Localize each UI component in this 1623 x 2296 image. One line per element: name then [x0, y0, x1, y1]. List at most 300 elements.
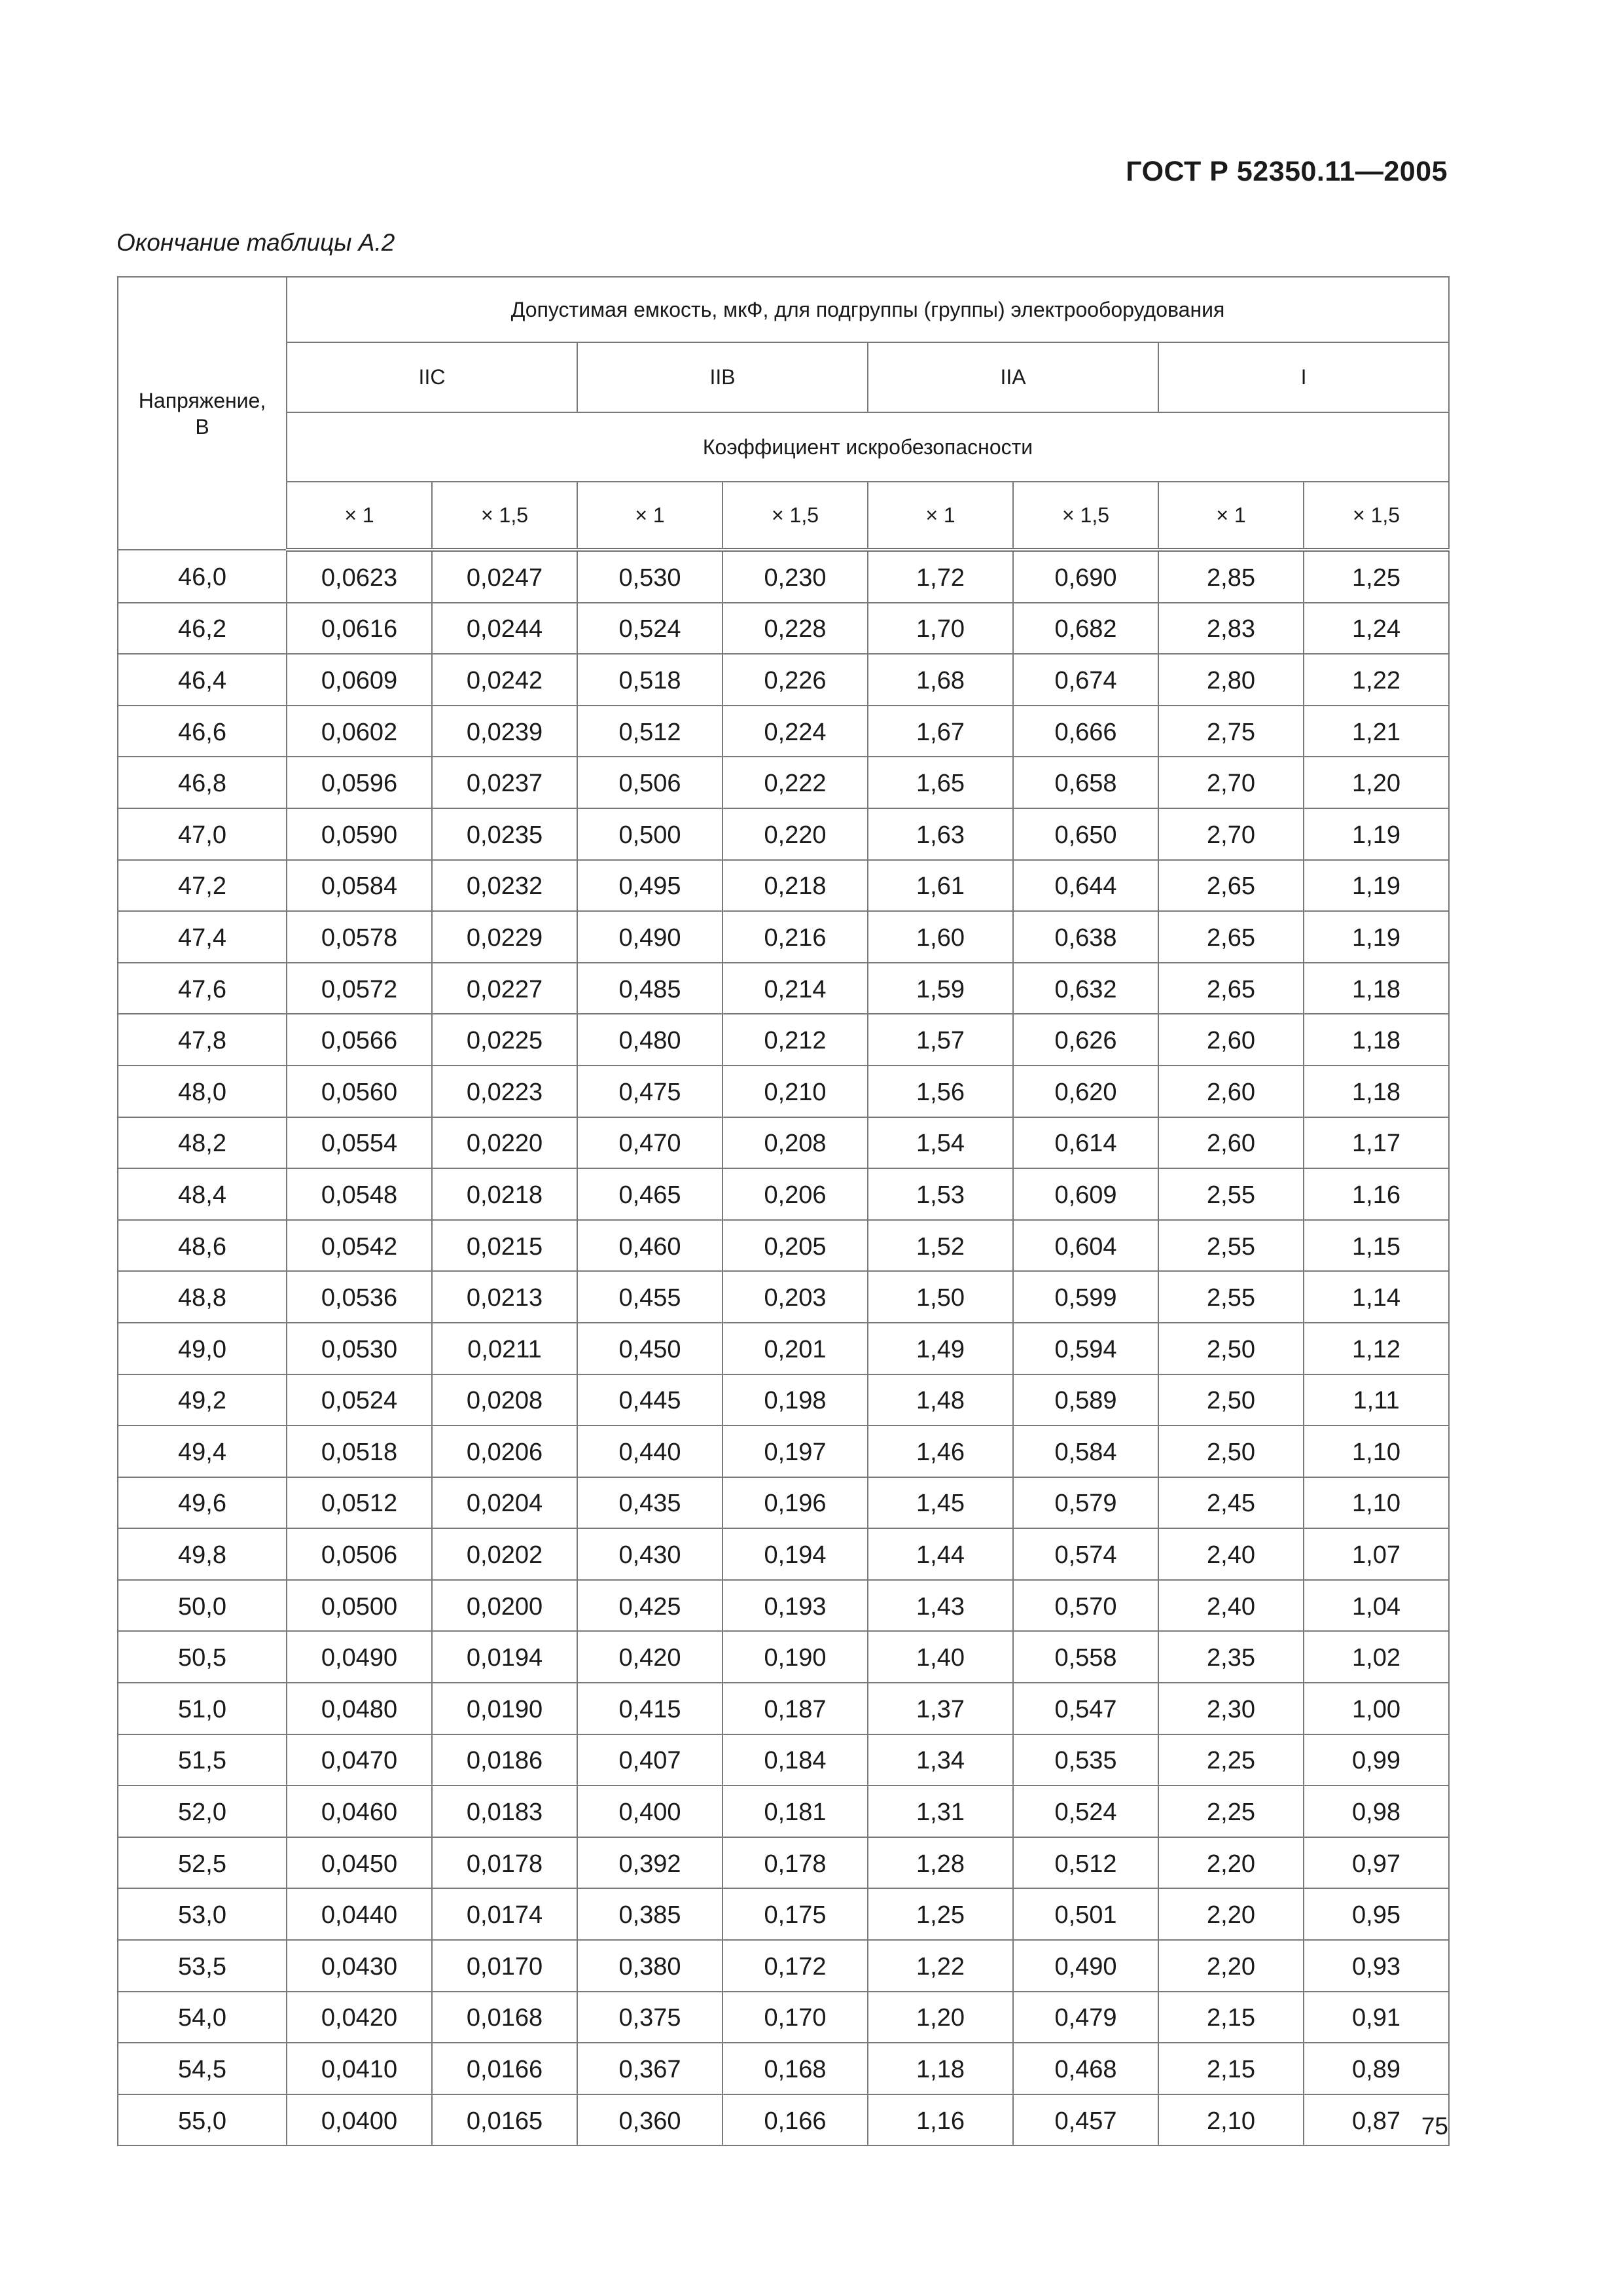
capacity-cell: 1,07	[1304, 1528, 1449, 1580]
capacity-cell: 0,512	[577, 706, 722, 757]
capacity-cell: 0,0166	[432, 2043, 577, 2094]
capacity-cell: 0,175	[722, 1888, 868, 1940]
capacity-cell: 0,0470	[287, 1734, 432, 1786]
capacity-cell: 0,465	[577, 1168, 722, 1220]
voltage-cell: 49,6	[118, 1477, 287, 1529]
capacity-cell: 1,60	[868, 911, 1013, 963]
capacity-cell: 0,690	[1013, 550, 1158, 603]
capacity-cell: 0,196	[722, 1477, 868, 1529]
capacity-cell: 0,485	[577, 963, 722, 1014]
capacity-cell: 0,170	[722, 1992, 868, 2043]
capacity-cell: 0,206	[722, 1168, 868, 1220]
table-row	[118, 1168, 1449, 1220]
capacity-cell: 0,197	[722, 1426, 868, 1477]
capacity-cell: 0,490	[1013, 1940, 1158, 1992]
capacity-cell: 1,44	[868, 1528, 1013, 1580]
capacity-cell: 0,0218	[432, 1168, 577, 1220]
capacity-cell: 0,89	[1304, 2043, 1449, 2094]
capacity-cell: 1,22	[868, 1940, 1013, 1992]
capacity-cell: 0,98	[1304, 1785, 1449, 1837]
factor-header: × 1	[287, 482, 432, 550]
capacity-header: Допустимая емкость, мкФ, для подгруппы (группы) электрооборудования	[287, 277, 1449, 342]
capacity-cell: 1,49	[868, 1323, 1013, 1374]
group-header-iia: IIA	[868, 342, 1158, 412]
table-header	[118, 277, 1449, 550]
table-row	[118, 1940, 1449, 1992]
capacity-cell: 2,60	[1158, 1014, 1304, 1066]
capacity-cell: 1,02	[1304, 1631, 1449, 1683]
table-row	[118, 808, 1449, 860]
capacity-cell: 1,20	[868, 1992, 1013, 2043]
capacity-cell: 0,0430	[287, 1940, 432, 1992]
capacity-cell: 2,65	[1158, 963, 1304, 1014]
voltage-cell: 53,5	[118, 1940, 287, 1992]
capacity-cell: 0,430	[577, 1528, 722, 1580]
voltage-cell: 46,0	[118, 550, 287, 603]
capacity-cell: 2,40	[1158, 1580, 1304, 1632]
table-body	[118, 550, 1449, 2145]
capacity-cell: 0,91	[1304, 1992, 1449, 2043]
table-row	[118, 706, 1449, 757]
capacity-cell: 0,0420	[287, 1992, 432, 2043]
capacity-cell: 0,0542	[287, 1220, 432, 1272]
voltage-cell: 53,0	[118, 1888, 287, 1940]
capacity-cell: 0,632	[1013, 963, 1158, 1014]
capacity-cell: 0,400	[577, 1785, 722, 1837]
capacity-cell: 1,48	[868, 1374, 1013, 1426]
voltage-cell: 48,4	[118, 1168, 287, 1220]
factor-header-row	[118, 482, 1449, 550]
voltage-cell: 47,4	[118, 911, 287, 963]
document-code: ГОСТ Р 52350.11—2005	[1126, 156, 1448, 187]
capacity-cell: 1,11	[1304, 1374, 1449, 1426]
capacity-cell: 0,0229	[432, 911, 577, 963]
capacity-cell: 2,25	[1158, 1734, 1304, 1786]
capacity-cell: 0,0232	[432, 860, 577, 912]
capacity-cell: 1,18	[868, 2043, 1013, 2094]
capacity-cell: 2,40	[1158, 1528, 1304, 1580]
capacity-cell: 0,460	[577, 1220, 722, 1272]
capacity-cell: 0,609	[1013, 1168, 1158, 1220]
capacity-cell: 0,0450	[287, 1837, 432, 1889]
capacity-cell: 0,0560	[287, 1066, 432, 1117]
capacity-cell: 0,203	[722, 1271, 868, 1323]
capacity-cell: 0,0206	[432, 1426, 577, 1477]
factor-header: × 1	[1158, 482, 1304, 550]
capacity-cell: 0,230	[722, 550, 868, 603]
capacity-cell: 2,50	[1158, 1426, 1304, 1477]
table-row	[118, 860, 1449, 912]
capacity-cell: 2,75	[1158, 706, 1304, 757]
capacity-cell: 0,95	[1304, 1888, 1449, 1940]
capacity-cell: 1,12	[1304, 1323, 1449, 1374]
capacity-cell: 0,0530	[287, 1323, 432, 1374]
capacity-cell: 0,0410	[287, 2043, 432, 2094]
voltage-cell: 48,6	[118, 1220, 287, 1272]
voltage-cell: 55,0	[118, 2094, 287, 2146]
capacity-cell: 0,0168	[432, 1992, 577, 2043]
capacity-cell: 0,99	[1304, 1734, 1449, 1786]
capacity-cell: 2,20	[1158, 1837, 1304, 1889]
capacity-cell: 0,87	[1304, 2094, 1449, 2146]
capacity-cell: 1,19	[1304, 860, 1449, 912]
capacity-cell: 0,501	[1013, 1888, 1158, 1940]
voltage-cell: 47,2	[118, 860, 287, 912]
table-row	[118, 1014, 1449, 1066]
capacity-cell: 2,15	[1158, 2043, 1304, 2094]
capacity-cell: 1,45	[868, 1477, 1013, 1529]
capacity-cell: 0,216	[722, 911, 868, 963]
capacity-cell: 0,193	[722, 1580, 868, 1632]
capacity-cell: 1,40	[868, 1631, 1013, 1683]
capacity-cell: 0,168	[722, 2043, 868, 2094]
capacity-cell: 1,28	[868, 1837, 1013, 1889]
voltage-cell: 52,5	[118, 1837, 287, 1889]
voltage-cell: 51,0	[118, 1683, 287, 1734]
capacity-cell: 0,0213	[432, 1271, 577, 1323]
capacity-cell: 2,83	[1158, 603, 1304, 655]
capacity-cell: 0,658	[1013, 757, 1158, 808]
capacity-cell: 2,70	[1158, 757, 1304, 808]
capacity-cell: 1,34	[868, 1734, 1013, 1786]
capacity-cell: 0,0584	[287, 860, 432, 912]
capacity-cell: 1,65	[868, 757, 1013, 808]
table-row	[118, 654, 1449, 706]
voltage-cell: 48,0	[118, 1066, 287, 1117]
capacity-cell: 0,570	[1013, 1580, 1158, 1632]
capacity-cell: 0,479	[1013, 1992, 1158, 2043]
page-number: 75	[1421, 2113, 1448, 2140]
capacity-cell: 1,53	[868, 1168, 1013, 1220]
capacity-cell: 0,166	[722, 2094, 868, 2146]
voltage-cell: 46,2	[118, 603, 287, 655]
capacity-cell: 0,620	[1013, 1066, 1158, 1117]
capacity-cell: 0,0602	[287, 706, 432, 757]
capacity-cell: 0,470	[577, 1117, 722, 1169]
voltage-cell: 52,0	[118, 1785, 287, 1837]
capacity-cell: 0,93	[1304, 1940, 1449, 1992]
capacity-cell: 0,0566	[287, 1014, 432, 1066]
voltage-cell: 47,6	[118, 963, 287, 1014]
capacity-cell: 2,20	[1158, 1888, 1304, 1940]
capacity-cell: 0,184	[722, 1734, 868, 1786]
group-header-iic: IIC	[287, 342, 577, 412]
capacity-cell: 0,375	[577, 1992, 722, 2043]
capacity-cell: 0,0590	[287, 808, 432, 860]
capacity-cell: 0,0242	[432, 654, 577, 706]
safety-factor-header: Коэффициент искробезопасности	[287, 412, 1449, 482]
capacity-cell: 2,10	[1158, 2094, 1304, 2146]
capacity-cell: 2,20	[1158, 1940, 1304, 1992]
capacity-cell: 0,626	[1013, 1014, 1158, 1066]
capacity-cell: 0,201	[722, 1323, 868, 1374]
capacity-cell: 1,19	[1304, 911, 1449, 963]
capacity-cell: 0,190	[722, 1631, 868, 1683]
capacity-cell: 1,22	[1304, 654, 1449, 706]
capacity-cell: 0,224	[722, 706, 868, 757]
capacity-cell: 1,52	[868, 1220, 1013, 1272]
capacity-cell: 0,547	[1013, 1683, 1158, 1734]
capacity-cell: 0,407	[577, 1734, 722, 1786]
capacity-cell: 0,0440	[287, 1888, 432, 1940]
capacity-cell: 0,0609	[287, 654, 432, 706]
capacity-cell: 0,0202	[432, 1528, 577, 1580]
capacity-cell: 0,0500	[287, 1580, 432, 1632]
capacity-cell: 0,584	[1013, 1426, 1158, 1477]
voltage-cell: 46,4	[118, 654, 287, 706]
table-row	[118, 1477, 1449, 1529]
capacity-cell: 0,172	[722, 1940, 868, 1992]
capacity-cell: 0,380	[577, 1940, 722, 1992]
capacity-cell: 0,0400	[287, 2094, 432, 2146]
capacity-cell: 2,65	[1158, 911, 1304, 963]
capacity-cell: 0,0178	[432, 1837, 577, 1889]
capacity-cell: 1,37	[868, 1683, 1013, 1734]
capacity-cell: 0,579	[1013, 1477, 1158, 1529]
capacity-cell: 1,57	[868, 1014, 1013, 1066]
capacity-cell: 0,0237	[432, 757, 577, 808]
voltage-cell: 47,8	[118, 1014, 287, 1066]
capacity-cell: 0,0194	[432, 1631, 577, 1683]
capacity-cell: 0,0227	[432, 963, 577, 1014]
capacity-cell: 0,0183	[432, 1785, 577, 1837]
capacity-cell: 2,55	[1158, 1168, 1304, 1220]
table-row	[118, 1631, 1449, 1683]
capacity-cell: 2,70	[1158, 808, 1304, 860]
capacity-cell: 0,187	[722, 1683, 868, 1734]
capacity-cell: 1,20	[1304, 757, 1449, 808]
capacity-cell: 2,80	[1158, 654, 1304, 706]
factor-header: × 1	[577, 482, 722, 550]
capacity-cell: 1,00	[1304, 1683, 1449, 1734]
capacity-cell: 1,68	[868, 654, 1013, 706]
capacity-cell: 1,14	[1304, 1271, 1449, 1323]
capacity-cell: 0,0165	[432, 2094, 577, 2146]
capacity-cell: 0,97	[1304, 1837, 1449, 1889]
capacity-cell: 0,0211	[432, 1323, 577, 1374]
voltage-cell: 47,0	[118, 808, 287, 860]
table-row	[118, 1117, 1449, 1169]
capacity-cell: 0,385	[577, 1888, 722, 1940]
capacity-cell: 0,518	[577, 654, 722, 706]
factor-header: × 1,5	[722, 482, 868, 550]
capacity-cell: 2,60	[1158, 1117, 1304, 1169]
voltage-cell: 46,6	[118, 706, 287, 757]
capacity-cell: 0,589	[1013, 1374, 1158, 1426]
table-row	[118, 1271, 1449, 1323]
factor-header: × 1,5	[1013, 482, 1158, 550]
capacity-cell: 0,0506	[287, 1528, 432, 1580]
capacity-cell: 0,360	[577, 2094, 722, 2146]
capacity-cell: 0,674	[1013, 654, 1158, 706]
table-row	[118, 1426, 1449, 1477]
table-row	[118, 757, 1449, 808]
capacity-cell: 1,31	[868, 1785, 1013, 1837]
capacity-cell: 1,10	[1304, 1477, 1449, 1529]
voltage-cell: 49,2	[118, 1374, 287, 1426]
table-caption: Окончание таблицы А.2	[116, 229, 395, 256]
capacity-cell: 0,0170	[432, 1940, 577, 1992]
capacity-cell: 0,205	[722, 1220, 868, 1272]
capacity-cell: 2,35	[1158, 1631, 1304, 1683]
capacity-cell: 1,21	[1304, 706, 1449, 757]
capacity-cell: 0,0623	[287, 550, 432, 603]
factor-header: × 1,5	[1304, 482, 1449, 550]
capacity-cell: 0,599	[1013, 1271, 1158, 1323]
capacity-cell: 0,512	[1013, 1837, 1158, 1889]
capacity-cell: 0,0460	[287, 1785, 432, 1837]
capacity-cell: 0,218	[722, 860, 868, 912]
capacity-cell: 0,435	[577, 1477, 722, 1529]
group-header-i: I	[1158, 342, 1449, 412]
capacity-cell: 0,0208	[432, 1374, 577, 1426]
capacity-cell: 0,490	[577, 911, 722, 963]
capacity-cell: 0,574	[1013, 1528, 1158, 1580]
capacity-cell: 1,54	[868, 1117, 1013, 1169]
capacity-cell: 2,55	[1158, 1271, 1304, 1323]
table-row	[118, 911, 1449, 963]
capacity-cell: 2,50	[1158, 1323, 1304, 1374]
capacity-cell: 0,468	[1013, 2043, 1158, 2094]
table-row	[118, 1683, 1449, 1734]
capacity-cell: 1,56	[868, 1066, 1013, 1117]
capacity-cell: 0,440	[577, 1426, 722, 1477]
capacity-cell: 0,0244	[432, 603, 577, 655]
capacity-cell: 0,194	[722, 1528, 868, 1580]
capacity-cell: 0,210	[722, 1066, 868, 1117]
capacity-cell: 0,524	[1013, 1785, 1158, 1837]
factor-header: × 1	[868, 482, 1013, 550]
capacity-cell: 1,43	[868, 1580, 1013, 1632]
capacity-cell: 0,666	[1013, 706, 1158, 757]
capacity-cell: 0,0518	[287, 1426, 432, 1477]
table-row	[118, 1992, 1449, 2043]
capacity-cell: 0,604	[1013, 1220, 1158, 1272]
capacity-cell: 1,67	[868, 706, 1013, 757]
capacity-cell: 0,226	[722, 654, 868, 706]
capacitance-table	[117, 276, 1450, 2146]
voltage-cell: 48,8	[118, 1271, 287, 1323]
capacity-cell: 2,30	[1158, 1683, 1304, 1734]
table-row	[118, 2043, 1449, 2094]
capacity-cell: 0,220	[722, 808, 868, 860]
capacity-cell: 0,0235	[432, 808, 577, 860]
table-row	[118, 1734, 1449, 1786]
capacity-cell: 0,0190	[432, 1683, 577, 1734]
capacity-cell: 2,25	[1158, 1785, 1304, 1837]
capacity-cell: 0,0596	[287, 757, 432, 808]
capacity-cell: 0,506	[577, 757, 722, 808]
capacity-cell: 0,638	[1013, 911, 1158, 963]
group-header-row	[118, 342, 1449, 412]
capacity-cell: 0,208	[722, 1117, 868, 1169]
capacity-cell: 1,10	[1304, 1426, 1449, 1477]
capacity-cell: 0,614	[1013, 1117, 1158, 1169]
table-row	[118, 550, 1449, 603]
capacity-cell: 0,0225	[432, 1014, 577, 1066]
capacity-cell: 1,70	[868, 603, 1013, 655]
capacity-cell: 0,0215	[432, 1220, 577, 1272]
capacity-cell: 0,524	[577, 603, 722, 655]
capacity-cell: 1,18	[1304, 963, 1449, 1014]
capacity-cell: 2,55	[1158, 1220, 1304, 1272]
table-row	[118, 1220, 1449, 1272]
table-row	[118, 1580, 1449, 1632]
capacity-cell: 1,18	[1304, 1066, 1449, 1117]
capacity-cell: 1,19	[1304, 808, 1449, 860]
capacity-cell: 2,60	[1158, 1066, 1304, 1117]
capacity-cell: 0,0572	[287, 963, 432, 1014]
capacity-cell: 0,0200	[432, 1580, 577, 1632]
table-row	[118, 1785, 1449, 1837]
capacity-cell: 0,0512	[287, 1477, 432, 1529]
table-row	[118, 963, 1449, 1014]
capacity-cell: 1,59	[868, 963, 1013, 1014]
capacity-cell: 1,72	[868, 550, 1013, 603]
voltage-cell: 51,5	[118, 1734, 287, 1786]
table-row	[118, 1528, 1449, 1580]
capacity-cell: 1,63	[868, 808, 1013, 860]
capacity-cell: 1,46	[868, 1426, 1013, 1477]
capacity-cell: 0,178	[722, 1837, 868, 1889]
capacity-cell: 0,367	[577, 2043, 722, 2094]
capacity-cell: 0,0548	[287, 1168, 432, 1220]
table-row	[118, 1323, 1449, 1374]
capacity-cell: 1,18	[1304, 1014, 1449, 1066]
capacity-cell: 2,65	[1158, 860, 1304, 912]
capacity-cell: 0,214	[722, 963, 868, 1014]
capacity-cell: 2,45	[1158, 1477, 1304, 1529]
capacity-cell: 0,650	[1013, 808, 1158, 860]
capacity-cell: 1,04	[1304, 1580, 1449, 1632]
capacity-cell: 1,25	[868, 1888, 1013, 1940]
capacity-cell: 0,450	[577, 1323, 722, 1374]
capacity-cell: 0,0174	[432, 1888, 577, 1940]
capacity-cell: 0,222	[722, 757, 868, 808]
capacity-cell: 0,495	[577, 860, 722, 912]
capacity-cell: 0,480	[577, 1014, 722, 1066]
capacity-cell: 0,457	[1013, 2094, 1158, 2146]
table-row	[118, 1066, 1449, 1117]
capacity-cell: 0,198	[722, 1374, 868, 1426]
voltage-column-header: Напряжение, В	[118, 277, 287, 550]
voltage-cell: 50,0	[118, 1580, 287, 1632]
capacity-cell: 0,682	[1013, 603, 1158, 655]
capacity-cell: 0,0480	[287, 1683, 432, 1734]
capacity-cell: 0,445	[577, 1374, 722, 1426]
table-row	[118, 1837, 1449, 1889]
capacity-cell: 1,16	[868, 2094, 1013, 2146]
capacity-cell: 0,0247	[432, 550, 577, 603]
capacity-cell: 1,25	[1304, 550, 1449, 603]
capacity-cell: 1,16	[1304, 1168, 1449, 1220]
capacity-cell: 0,558	[1013, 1631, 1158, 1683]
capacity-cell: 0,0616	[287, 603, 432, 655]
capacity-cell: 0,392	[577, 1837, 722, 1889]
capacity-cell: 1,24	[1304, 603, 1449, 655]
capacity-cell: 0,228	[722, 603, 868, 655]
voltage-cell: 54,0	[118, 1992, 287, 2043]
capacity-cell: 0,425	[577, 1580, 722, 1632]
capacity-cell: 0,594	[1013, 1323, 1158, 1374]
capacity-cell: 0,420	[577, 1631, 722, 1683]
capacity-cell: 1,50	[868, 1271, 1013, 1323]
group-header-iib: IIB	[577, 342, 868, 412]
voltage-cell: 49,4	[118, 1426, 287, 1477]
capacity-cell: 0,0578	[287, 911, 432, 963]
capacity-cell: 0,212	[722, 1014, 868, 1066]
table-row	[118, 1888, 1449, 1940]
